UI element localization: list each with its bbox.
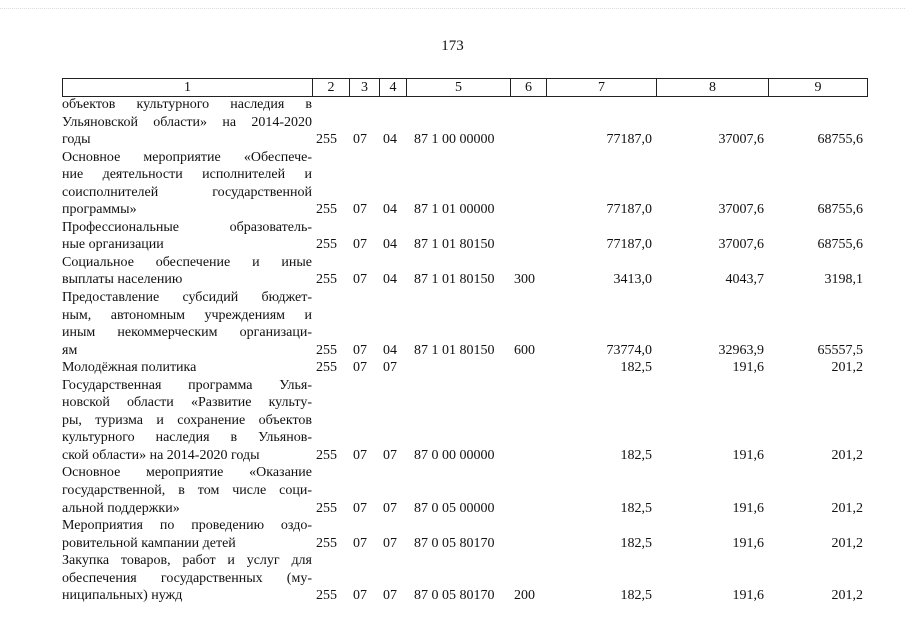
description-line: обеспечения государственных (му-: [62, 570, 312, 586]
description-line: иным некоммерческим организаци-: [62, 325, 312, 341]
target-article-code: 87 1 01 80150: [414, 342, 495, 358]
page-number: 173: [441, 38, 464, 54]
table-row: [62, 289, 867, 359]
section-code: 07: [353, 272, 367, 288]
target-article-code: 87 0 05 80170: [414, 535, 495, 551]
section-code: 07: [353, 447, 367, 463]
section-code: 07: [353, 237, 367, 253]
amount-col-7: 182,5: [620, 360, 652, 376]
section-code: 07: [353, 588, 367, 604]
table-row: [62, 377, 867, 465]
description-line: Ульяновской области» на 2014-2020: [62, 114, 312, 130]
subsection-code: 04: [383, 202, 397, 218]
chapter-code: 255: [316, 500, 337, 516]
column-header-3: 3: [350, 79, 380, 97]
amount-col-8: 191,6: [732, 535, 764, 551]
amount-col-7: 182,5: [620, 588, 652, 604]
description-line: объектов культурного наследия в: [62, 97, 312, 112]
chapter-code: 255: [316, 237, 337, 253]
table-row: [62, 149, 867, 219]
row-description: [62, 254, 312, 289]
column-header-5: 5: [407, 79, 511, 97]
expense-type-code: [510, 359, 546, 377]
description-line: государственной, в том числе соци-: [62, 483, 312, 499]
amount-col-8: 191,6: [732, 360, 764, 376]
target-article-code: 87 1 01 00000: [414, 202, 495, 218]
amount-col-9: 201,2: [831, 360, 863, 376]
description-line: программы»: [62, 202, 137, 218]
amount-col-8: 191,6: [732, 500, 764, 516]
description-line: ным, автономным учреждениям и: [62, 307, 312, 323]
description-line: Закупка товаров, работ и услуг для: [62, 553, 312, 569]
section-code: 07: [353, 360, 367, 376]
row-description: [62, 517, 312, 552]
chapter-code: 255: [316, 360, 337, 376]
amount-col-8: 37007,6: [718, 132, 764, 148]
amount-col-8: 4043,7: [725, 272, 764, 288]
chapter-code: 255: [316, 535, 337, 551]
subsection-code: 07: [383, 500, 397, 516]
expense-type-code: [510, 149, 546, 219]
description-line: альной поддержки»: [62, 500, 180, 516]
description-line: ровительной кампании детей: [62, 535, 236, 551]
amount-col-9: 3198,1: [824, 272, 863, 288]
subsection-code: 04: [383, 342, 397, 358]
amount-col-9: 201,2: [831, 535, 863, 551]
budget-table: [62, 96, 867, 605]
amount-col-8: 37007,6: [718, 202, 764, 218]
description-line: Мероприятия по проведению оздо-: [62, 518, 312, 534]
row-description: [62, 96, 312, 149]
expense-type-code: [510, 96, 546, 149]
section-code: 07: [353, 535, 367, 551]
expense-type-code: [510, 464, 546, 517]
target-article-code: 87 0 05 80170: [414, 588, 495, 604]
description-line: Основное мероприятие «Обеспече-: [62, 149, 312, 165]
column-header-6: 6: [511, 79, 547, 97]
subsection-code: 07: [383, 588, 397, 604]
scan-artifact-line: [0, 8, 905, 10]
chapter-code: 255: [316, 132, 337, 148]
description-line: ние деятельности исполнителей и: [62, 167, 312, 183]
description-line: Социальное обеспечение и иные: [62, 254, 312, 270]
amount-col-9: 68755,6: [817, 237, 863, 253]
table-row: [62, 552, 867, 605]
amount-col-8: 32963,9: [718, 342, 764, 358]
description-line: новской области «Развитие культу-: [62, 395, 312, 411]
table-row: [62, 254, 867, 289]
section-code: 07: [353, 202, 367, 218]
expense-type-code: [510, 377, 546, 465]
table-row: [62, 517, 867, 552]
description-line: ниципальных) нужд: [62, 588, 183, 604]
target-article-code: 87 1 01 80150: [414, 272, 495, 288]
expense-type-code: 200: [514, 588, 535, 604]
section-code: 07: [353, 132, 367, 148]
table-body: [62, 96, 867, 605]
table-row: [62, 219, 867, 254]
target-article-code: 87 1 00 00000: [414, 132, 495, 148]
expense-type-code: [510, 219, 546, 254]
amount-col-7: 73774,0: [606, 342, 652, 358]
row-description: [62, 219, 312, 254]
column-number-row: [63, 79, 868, 97]
row-description: [62, 552, 312, 605]
row-description: [62, 377, 312, 465]
amount-col-9: 201,2: [831, 588, 863, 604]
amount-col-9: 68755,6: [817, 132, 863, 148]
description-line: Основное мероприятие «Оказание: [62, 465, 312, 481]
description-line: Предоставление субсидий бюджет-: [62, 290, 312, 306]
table-row: [62, 359, 867, 377]
table-row: [62, 464, 867, 517]
column-header-9: 9: [769, 79, 868, 97]
expense-type-code: 300: [514, 272, 535, 288]
column-header-8: 8: [657, 79, 769, 97]
target-article-code: 87 0 00 00000: [414, 447, 495, 463]
row-description: [62, 359, 312, 377]
amount-col-9: 201,2: [831, 500, 863, 516]
column-header-1: 1: [63, 79, 313, 97]
description-line: соисполнителей государственной: [62, 184, 312, 200]
target-article-code: [406, 359, 510, 377]
description-line: Профессиональные образователь-: [62, 219, 312, 235]
row-description: [62, 149, 312, 219]
amount-col-7: 182,5: [620, 500, 652, 516]
row-description: [62, 464, 312, 517]
description-line: годы: [62, 132, 91, 148]
table-header: [62, 78, 868, 97]
description-line: Молодёжная политика: [62, 360, 197, 376]
chapter-code: 255: [316, 272, 337, 288]
section-code: 07: [353, 500, 367, 516]
column-header-2: 2: [313, 79, 350, 97]
amount-col-7: 182,5: [620, 535, 652, 551]
target-article-code: 87 0 05 00000: [414, 500, 495, 516]
amount-col-9: 201,2: [831, 447, 863, 463]
chapter-code: 255: [316, 588, 337, 604]
row-description: [62, 289, 312, 359]
description-line: культурного наследия в Ульянов-: [62, 430, 312, 446]
subsection-code: 04: [383, 272, 397, 288]
column-header-4: 4: [380, 79, 407, 97]
chapter-code: 255: [316, 447, 337, 463]
description-line: ные организации: [62, 237, 164, 253]
amount-col-7: 182,5: [620, 447, 652, 463]
amount-col-8: 191,6: [732, 447, 764, 463]
amount-col-8: 191,6: [732, 588, 764, 604]
subsection-code: 07: [383, 360, 397, 376]
description-line: ры, туризма и сохранение объектов: [62, 412, 312, 428]
chapter-code: 255: [316, 342, 337, 358]
description-line: Государственная программа Улья-: [62, 377, 312, 393]
amount-col-7: 3413,0: [613, 272, 652, 288]
amount-col-8: 37007,6: [718, 237, 764, 253]
expense-type-code: [510, 517, 546, 552]
amount-col-7: 77187,0: [606, 202, 652, 218]
amount-col-7: 77187,0: [606, 132, 652, 148]
subsection-code: 04: [383, 237, 397, 253]
section-code: 07: [353, 342, 367, 358]
subsection-code: 07: [383, 535, 397, 551]
amount-col-9: 65557,5: [817, 342, 863, 358]
description-line: ской области» на 2014-2020 годы: [62, 447, 260, 463]
chapter-code: 255: [316, 202, 337, 218]
target-article-code: 87 1 01 80150: [414, 237, 495, 253]
table-row: [62, 96, 867, 149]
expense-type-code: 600: [514, 342, 535, 358]
subsection-code: 07: [383, 447, 397, 463]
description-line: ям: [62, 342, 78, 358]
subsection-code: 04: [383, 132, 397, 148]
description-line: выплаты населению: [62, 272, 183, 288]
amount-col-7: 77187,0: [606, 237, 652, 253]
column-header-7: 7: [547, 79, 657, 97]
amount-col-9: 68755,6: [817, 202, 863, 218]
